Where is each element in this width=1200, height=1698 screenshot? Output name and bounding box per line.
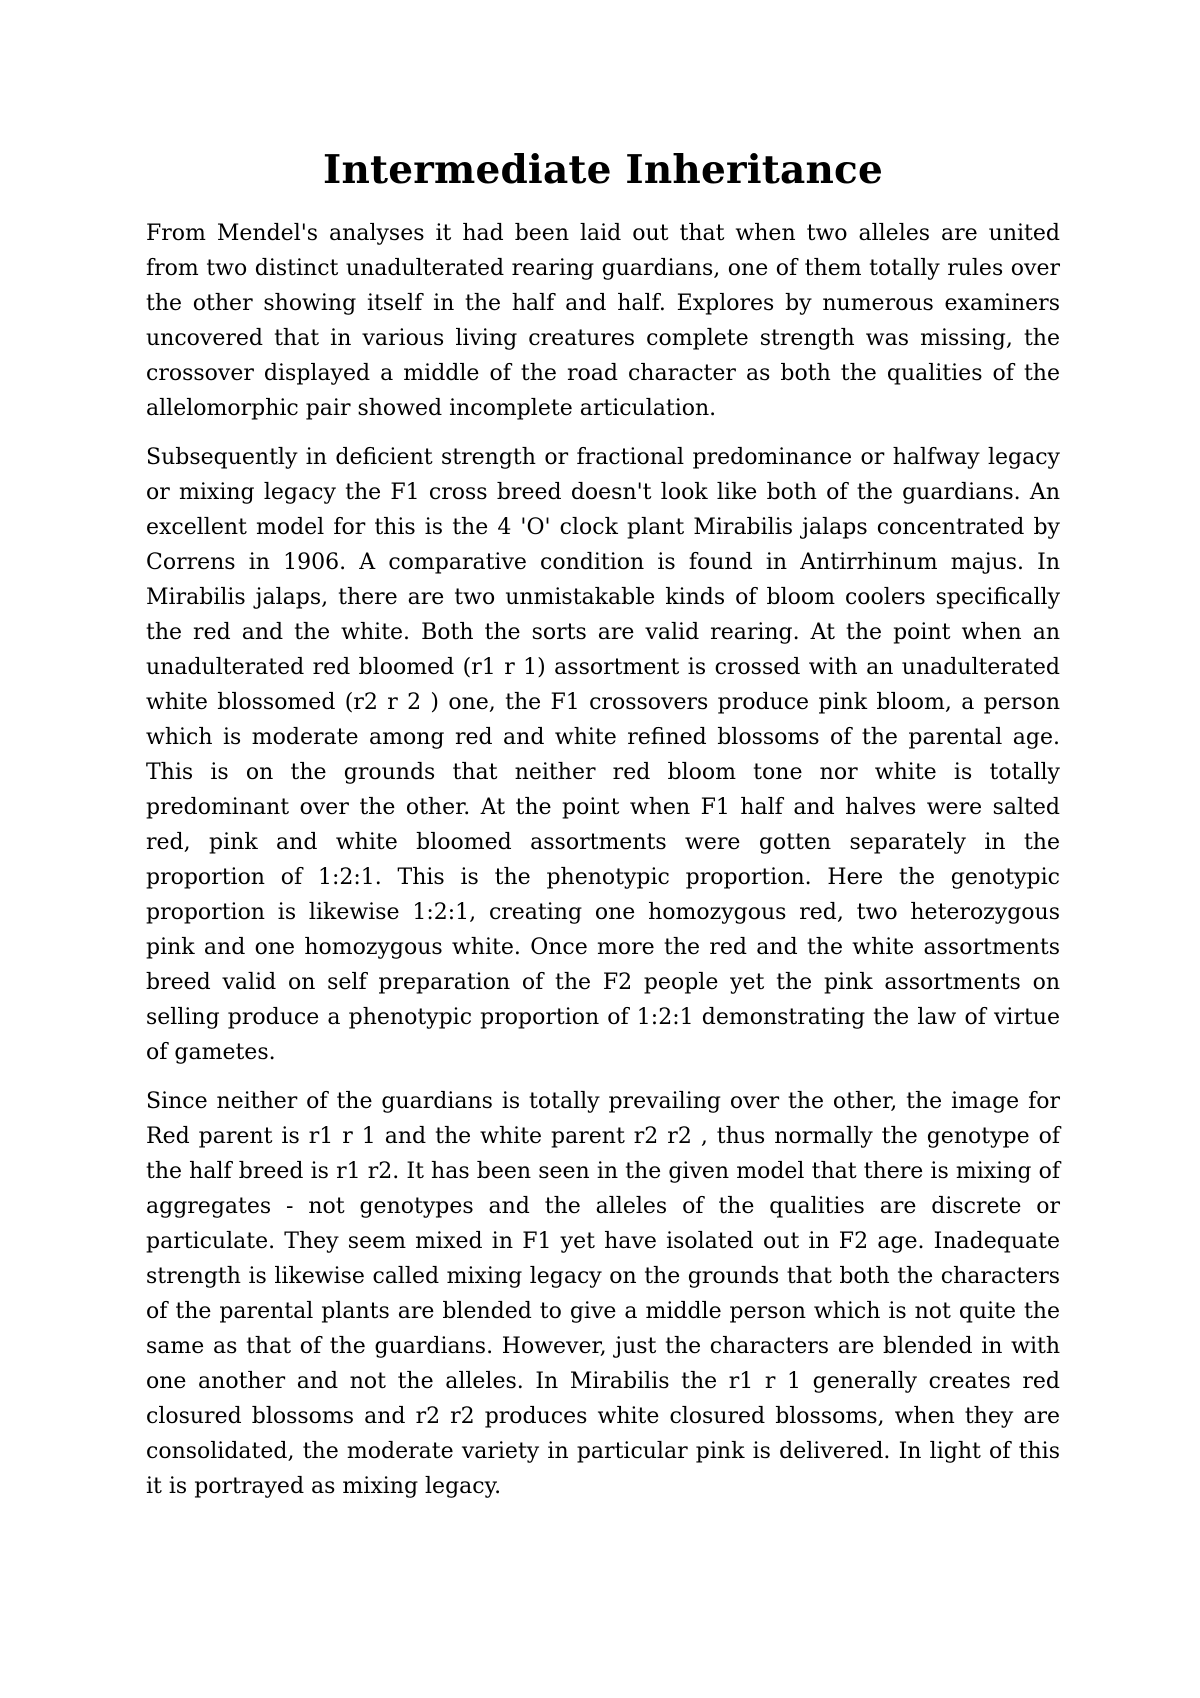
document-page — [146, 140, 1060, 1518]
paragraph-3: Since neither of the guardians is totally prevailing over the other, the image for Red parent is r1 r 1 and the white parent r2 r2 , thus normally the genotype of the half breed is r1 r2. It has been seen in the given model that there is mixing of aggregates - not genotypes and the alleles of the qualities are discrete or particulate. They seem mixed in F1 yet have isolated out in F2 age. Inadequate strength is likewise called mixing legacy on the grounds that both the characters of the parental plants are blended to give a middle person which is not quite the same as that of the guardians. However, just the characters are blended in with one another and not the alleles. In Mirabilis the r1 r 1 generally creates red closured blossoms and r2 r2 produces white closured blossoms, when they are consolidated, the moderate variety in particular pink is delivered. In light of this it is portrayed as mixing legacy. — [146, 1089, 1060, 1499]
paragraph-1: From Mendel's analyses it had been laid out that when two alleles are united from two distinct unadulterated rearing guardians, one of them totally rules over the other showing itself in the half and half. Explores by numerous examiners uncovered that in various living creatures complete strength was missing, the crossover displayed a middle of the road character as both the qualities of the allelomorphic pair showed incomplete articulation. — [146, 221, 1060, 421]
paragraph-2: Subsequently in deficient strength or fractional predominance or halfway legacy or mixing legacy the F1 cross breed doesn't look like both of the guardians. An excellent model for this is the 4 'O' clock plant Mirabilis jalaps concentrated by Correns in 1906. A comparative condition is found in Antirrhinum majus. In Mirabilis jalaps, there are two unmistakable kinds of bloom coolers specifically the red and the white. Both the sorts are valid rearing. At the point when an unadulterated red bloomed (r1 r 1) assortment is crossed with an unadulterated white blossomed (r2 r 2 ) one, the F1 crossovers produce pink bloom, a person which is moderate among red and white refined blossoms of the parental age. This is on the grounds that neither red bloom tone nor white is totally predominant over the other. At the point when F1 half and halves were salted red, pink and white bloomed assortments were gotten separately in the proportion of 1:2:1. This is the phenotypic proportion. Here the genotypic proportion is likewise 1:2:1, creating one homozygous red, two heterozygous pink and one homozygous white. Once more the red and the white assortments breed valid on self preparation of the F2 people yet the pink assortments on selling produce a phenotypic proportion of 1:2:1 demonstrating the law of virtue of gametes. — [146, 445, 1060, 1065]
document-title: Intermediate Inheritance — [323, 147, 883, 193]
